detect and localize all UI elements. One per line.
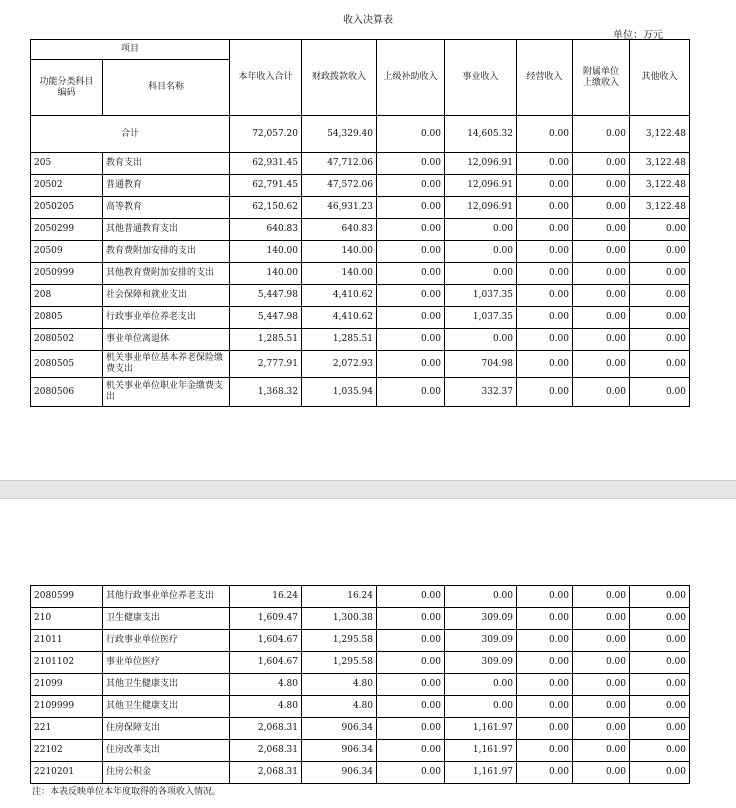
table-row <box>31 116 690 153</box>
page-gap <box>0 480 736 499</box>
cell-fiscal: 2,072.93 <box>302 351 377 378</box>
cell-other: 0.00 <box>630 652 690 674</box>
cell-operating: 0.00 <box>517 263 573 285</box>
table-row <box>31 219 690 241</box>
cell-other: 0.00 <box>630 285 690 307</box>
cell-code: 21011 <box>31 630 103 652</box>
cell-total: 140.00 <box>230 263 302 285</box>
cell-business: 0.00 <box>445 241 517 263</box>
cell-fiscal: 1,295.58 <box>302 652 377 674</box>
cell-total: 4.80 <box>230 696 302 718</box>
cell-total: 1,604.67 <box>230 630 302 652</box>
cell-total: 2,068.31 <box>230 762 302 784</box>
cell-operating: 0.00 <box>517 153 573 175</box>
cell-code: 2050205 <box>31 197 103 219</box>
cell-other: 0.00 <box>630 307 690 329</box>
cell-code: 210 <box>31 608 103 630</box>
cell-superior: 0.00 <box>377 718 445 740</box>
cell-operating: 0.00 <box>517 652 573 674</box>
cell-other: 0.00 <box>630 241 690 263</box>
cell-name: 机关事业单位基本养老保险缴费支出 <box>103 351 230 378</box>
cell-name: 教育支出 <box>103 153 230 175</box>
document-page-2 <box>0 499 736 808</box>
cell-code: 20805 <box>31 307 103 329</box>
cell-name: 住房改革支出 <box>103 740 230 762</box>
cell-name: 其他卫生健康支出 <box>103 696 230 718</box>
cell-operating: 0.00 <box>517 674 573 696</box>
cell-name: 社会保障和就业支出 <box>103 285 230 307</box>
cell-superior: 0.00 <box>377 674 445 696</box>
cell-name: 卫生健康支出 <box>103 608 230 630</box>
cell-other: 0.00 <box>630 740 690 762</box>
cell-fiscal: 46,931.23 <box>302 197 377 219</box>
cell-total: 62,150.62 <box>230 197 302 219</box>
table-row <box>31 608 690 630</box>
cell-name: 其他卫生健康支出 <box>103 674 230 696</box>
cell-superior: 0.00 <box>377 762 445 784</box>
cell-total: 2,068.31 <box>230 740 302 762</box>
table-row <box>31 718 690 740</box>
cell-total: 4.80 <box>230 674 302 696</box>
table-row <box>31 696 690 718</box>
cell-code: 2101102 <box>31 652 103 674</box>
cell-code: 205 <box>31 153 103 175</box>
cell-business: 0.00 <box>445 219 517 241</box>
cell-total: 140.00 <box>230 241 302 263</box>
cell-business: 1,161.97 <box>445 762 517 784</box>
cell-business: 309.09 <box>445 652 517 674</box>
cell-business: 1,037.35 <box>445 285 517 307</box>
cell-total-label: 合计 <box>31 116 230 153</box>
cell-operating: 0.00 <box>517 116 573 153</box>
cell-total: 5,447.98 <box>230 307 302 329</box>
cell-name: 教育费附加安排的支出 <box>103 241 230 263</box>
cell-superior: 0.00 <box>377 586 445 608</box>
table-row <box>31 263 690 285</box>
cell-total: 1,285.51 <box>230 329 302 351</box>
table-row <box>31 351 690 378</box>
cell-fiscal: 4,410.62 <box>302 285 377 307</box>
table-row <box>31 197 690 219</box>
income-table-page-1 <box>30 39 690 407</box>
table-row <box>31 329 690 351</box>
cell-code: 2080599 <box>31 586 103 608</box>
cell-business: 1,037.35 <box>445 307 517 329</box>
cell-business: 0.00 <box>445 586 517 608</box>
cell-affiliated: 0.00 <box>573 263 630 285</box>
cell-affiliated: 0.00 <box>573 674 630 696</box>
cell-operating: 0.00 <box>517 718 573 740</box>
cell-code: 2080506 <box>31 378 103 407</box>
cell-affiliated: 0.00 <box>573 153 630 175</box>
cell-other: 3,122.48 <box>630 197 690 219</box>
table-row <box>31 586 690 608</box>
cell-total: 640.83 <box>230 219 302 241</box>
cell-fiscal: 4.80 <box>302 696 377 718</box>
cell-affiliated: 0.00 <box>573 307 630 329</box>
cell-business: 0.00 <box>445 263 517 285</box>
table-row <box>31 630 690 652</box>
cell-other: 0.00 <box>630 586 690 608</box>
cell-code: 20502 <box>31 175 103 197</box>
cell-operating: 0.00 <box>517 630 573 652</box>
cell-business: 12,096.91 <box>445 153 517 175</box>
cell-operating: 0.00 <box>517 175 573 197</box>
cell-affiliated: 0.00 <box>573 285 630 307</box>
cell-superior: 0.00 <box>377 608 445 630</box>
cell-fiscal: 47,712.06 <box>302 153 377 175</box>
table-row <box>31 652 690 674</box>
cell-other: 0.00 <box>630 630 690 652</box>
cell-superior: 0.00 <box>377 241 445 263</box>
header-operating: 经营收入 <box>517 40 573 116</box>
cell-superior: 0.00 <box>377 329 445 351</box>
cell-name: 其他普通教育支出 <box>103 219 230 241</box>
cell-total: 2,777.91 <box>230 351 302 378</box>
cell-operating: 0.00 <box>517 351 573 378</box>
table-row <box>31 307 690 329</box>
cell-fiscal: 1,295.58 <box>302 630 377 652</box>
cell-fiscal: 1,300.38 <box>302 608 377 630</box>
cell-business: 309.09 <box>445 630 517 652</box>
cell-affiliated: 0.00 <box>573 351 630 378</box>
cell-superior: 0.00 <box>377 351 445 378</box>
cell-affiliated: 0.00 <box>573 116 630 153</box>
cell-business: 1,161.97 <box>445 718 517 740</box>
cell-other: 0.00 <box>630 378 690 407</box>
table-row <box>31 762 690 784</box>
table-note: 注：本表反映单位本年度取得的各项收入情况。 <box>32 787 222 797</box>
cell-affiliated: 0.00 <box>573 197 630 219</box>
cell-total: 62,791.45 <box>230 175 302 197</box>
cell-other: 0.00 <box>630 219 690 241</box>
cell-business: 1,161.97 <box>445 740 517 762</box>
cell-fiscal: 16.24 <box>302 586 377 608</box>
cell-superior: 0.00 <box>377 197 445 219</box>
cell-operating: 0.00 <box>517 696 573 718</box>
cell-affiliated: 0.00 <box>573 586 630 608</box>
cell-total: 1,609.47 <box>230 608 302 630</box>
cell-fiscal: 4.80 <box>302 674 377 696</box>
cell-business: 12,096.91 <box>445 175 517 197</box>
cell-business: 309.09 <box>445 608 517 630</box>
cell-affiliated: 0.00 <box>573 219 630 241</box>
cell-name: 住房公积金 <box>103 762 230 784</box>
cell-fiscal: 54,329.40 <box>302 116 377 153</box>
cell-total: 2,068.31 <box>230 718 302 740</box>
cell-superior: 0.00 <box>377 153 445 175</box>
cell-fiscal: 4,410.62 <box>302 307 377 329</box>
cell-superior: 0.00 <box>377 263 445 285</box>
header-business: 事业收入 <box>445 40 517 116</box>
cell-affiliated: 0.00 <box>573 652 630 674</box>
cell-total: 1,604.67 <box>230 652 302 674</box>
table-row <box>31 674 690 696</box>
cell-affiliated: 0.00 <box>573 175 630 197</box>
cell-superior: 0.00 <box>377 630 445 652</box>
document-title: 收入决算表 <box>343 15 393 26</box>
cell-code: 22102 <box>31 740 103 762</box>
cell-affiliated: 0.00 <box>573 696 630 718</box>
table-row <box>31 285 690 307</box>
cell-affiliated: 0.00 <box>573 762 630 784</box>
cell-superior: 0.00 <box>377 652 445 674</box>
cell-code: 2080502 <box>31 329 103 351</box>
cell-name: 普通教育 <box>103 175 230 197</box>
cell-superior: 0.00 <box>377 175 445 197</box>
header-code: 功能分类科目编码 <box>31 60 103 116</box>
cell-code: 2210201 <box>31 762 103 784</box>
table-row <box>31 740 690 762</box>
cell-business: 332.37 <box>445 378 517 407</box>
cell-name: 行政事业单位医疗 <box>103 630 230 652</box>
table-row <box>31 378 690 407</box>
income-table-page-2 <box>30 585 690 784</box>
cell-fiscal: 1,035.94 <box>302 378 377 407</box>
cell-code: 20509 <box>31 241 103 263</box>
cell-superior: 0.00 <box>377 116 445 153</box>
cell-total: 5,447.98 <box>230 285 302 307</box>
cell-other: 0.00 <box>630 674 690 696</box>
cell-fiscal: 47,572.06 <box>302 175 377 197</box>
header-name: 科目名称 <box>103 60 230 116</box>
cell-total: 16.24 <box>230 586 302 608</box>
cell-affiliated: 0.00 <box>573 718 630 740</box>
cell-other: 0.00 <box>630 351 690 378</box>
cell-superior: 0.00 <box>377 307 445 329</box>
cell-fiscal: 640.83 <box>302 219 377 241</box>
cell-business: 12,096.91 <box>445 197 517 219</box>
cell-business: 0.00 <box>445 696 517 718</box>
header-other: 其他收入 <box>630 40 690 116</box>
cell-superior: 0.00 <box>377 696 445 718</box>
cell-name: 行政事业单位养老支出 <box>103 307 230 329</box>
cell-name: 事业单位离退休 <box>103 329 230 351</box>
cell-business: 704.98 <box>445 351 517 378</box>
cell-operating: 0.00 <box>517 762 573 784</box>
cell-superior: 0.00 <box>377 740 445 762</box>
cell-affiliated: 0.00 <box>573 630 630 652</box>
cell-other: 0.00 <box>630 329 690 351</box>
cell-business: 14,605.32 <box>445 116 517 153</box>
cell-other: 3,122.48 <box>630 175 690 197</box>
cell-code: 221 <box>31 718 103 740</box>
cell-operating: 0.00 <box>517 378 573 407</box>
table-row <box>31 241 690 263</box>
table-row <box>31 175 690 197</box>
cell-operating: 0.00 <box>517 586 573 608</box>
cell-operating: 0.00 <box>517 241 573 263</box>
cell-affiliated: 0.00 <box>573 608 630 630</box>
table-row <box>31 153 690 175</box>
cell-name: 高等教育 <box>103 197 230 219</box>
cell-operating: 0.00 <box>517 285 573 307</box>
cell-business: 0.00 <box>445 674 517 696</box>
cell-other: 3,122.48 <box>630 153 690 175</box>
cell-fiscal: 1,285.51 <box>302 329 377 351</box>
cell-code: 2080505 <box>31 351 103 378</box>
cell-code: 2050299 <box>31 219 103 241</box>
cell-affiliated: 0.00 <box>573 740 630 762</box>
cell-affiliated: 0.00 <box>573 329 630 351</box>
cell-code: 2050999 <box>31 263 103 285</box>
cell-code: 208 <box>31 285 103 307</box>
cell-other: 0.00 <box>630 762 690 784</box>
cell-other: 0.00 <box>630 263 690 285</box>
cell-fiscal: 906.34 <box>302 740 377 762</box>
header-project: 项目 <box>31 40 230 60</box>
cell-other: 3,122.48 <box>630 116 690 153</box>
cell-superior: 0.00 <box>377 378 445 407</box>
header-superior: 上级补助收入 <box>377 40 445 116</box>
cell-total: 62,931.45 <box>230 153 302 175</box>
header-total: 本年收入合计 <box>230 40 302 116</box>
cell-other: 0.00 <box>630 696 690 718</box>
cell-superior: 0.00 <box>377 219 445 241</box>
cell-name: 其他教育费附加安排的支出 <box>103 263 230 285</box>
cell-fiscal: 140.00 <box>302 241 377 263</box>
cell-total: 1,368.32 <box>230 378 302 407</box>
cell-business: 0.00 <box>445 329 517 351</box>
cell-fiscal: 906.34 <box>302 762 377 784</box>
unit-label: 单位：万元 <box>613 30 663 41</box>
cell-code: 21099 <box>31 674 103 696</box>
cell-code: 2109999 <box>31 696 103 718</box>
cell-fiscal: 140.00 <box>302 263 377 285</box>
cell-total: 72,057.20 <box>230 116 302 153</box>
cell-operating: 0.00 <box>517 197 573 219</box>
cell-other: 0.00 <box>630 718 690 740</box>
header-affiliated: 附属单位上缴收入 <box>573 40 630 116</box>
cell-operating: 0.00 <box>517 608 573 630</box>
cell-name: 机关事业单位职业年金缴费支出 <box>103 378 230 407</box>
cell-fiscal: 906.34 <box>302 718 377 740</box>
cell-name: 住房保障支出 <box>103 718 230 740</box>
cell-affiliated: 0.00 <box>573 378 630 407</box>
header-fiscal: 财政拨款收入 <box>302 40 377 116</box>
cell-name: 其他行政事业单位养老支出 <box>103 586 230 608</box>
cell-superior: 0.00 <box>377 285 445 307</box>
cell-operating: 0.00 <box>517 307 573 329</box>
cell-operating: 0.00 <box>517 329 573 351</box>
cell-operating: 0.00 <box>517 219 573 241</box>
cell-name: 事业单位医疗 <box>103 652 230 674</box>
cell-operating: 0.00 <box>517 740 573 762</box>
cell-affiliated: 0.00 <box>573 241 630 263</box>
cell-other: 0.00 <box>630 608 690 630</box>
